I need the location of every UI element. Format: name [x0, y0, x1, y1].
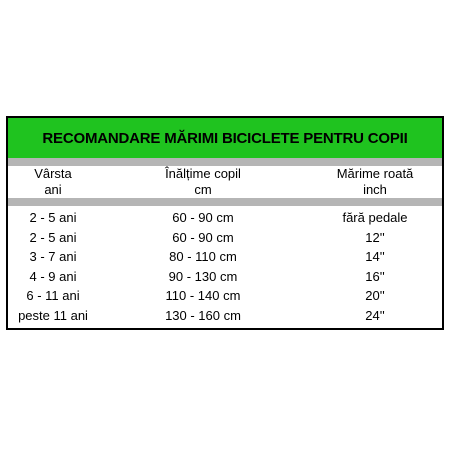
height-cell: 80 - 110 cm [169, 249, 237, 265]
table-body [8, 206, 442, 325]
wheel-cell: 20'' [365, 288, 385, 304]
height-cell: 60 - 90 cm [172, 210, 234, 226]
header-height-label: Înălțime copil [165, 166, 241, 181]
age-cell: 6 - 11 ani [26, 288, 80, 304]
age-cell: 3 - 7 ani [29, 249, 77, 265]
wheel-cell: 14'' [365, 249, 385, 265]
header-wheel-label: Mărime roată [336, 166, 414, 181]
header-age [8, 166, 98, 198]
age-cell: peste 11 ani [18, 307, 88, 323]
size-recommendation-table [6, 116, 444, 330]
wheel-cell: 12'' [365, 229, 385, 245]
header-age-unit: ani [44, 182, 62, 197]
table-row [8, 247, 442, 267]
wheel-cell: 16'' [365, 268, 385, 284]
age-cell: 2 - 5 ani [29, 229, 77, 245]
age-cell: 2 - 5 ani [29, 210, 77, 226]
column-header-row [8, 166, 442, 198]
header-bottom-divider [8, 198, 442, 206]
age-cell: 4 - 9 ani [29, 268, 77, 284]
header-height-unit: cm [194, 182, 212, 197]
height-cell: 130 - 160 cm [165, 307, 241, 323]
wheel-cell: fără pedale [342, 210, 408, 226]
table-row [8, 267, 442, 287]
height-cell: 90 - 130 cm [168, 268, 238, 284]
wheel-cell: 24'' [365, 307, 385, 323]
table-title: RECOMANDARE MĂRIMI BICICLETE PENTRU COPII [42, 129, 408, 147]
table-row [8, 306, 442, 326]
height-cell: 110 - 140 cm [165, 288, 241, 304]
header-wheel-unit: inch [363, 182, 387, 197]
table-row [8, 286, 442, 306]
table-title-bar [8, 118, 442, 158]
table-row [8, 208, 442, 228]
header-height [98, 166, 308, 198]
table-row [8, 228, 442, 248]
header-wheel [308, 166, 442, 198]
header-age-label: Vârsta [34, 166, 72, 181]
header-top-divider [8, 158, 442, 166]
height-cell: 60 - 90 cm [172, 229, 234, 245]
